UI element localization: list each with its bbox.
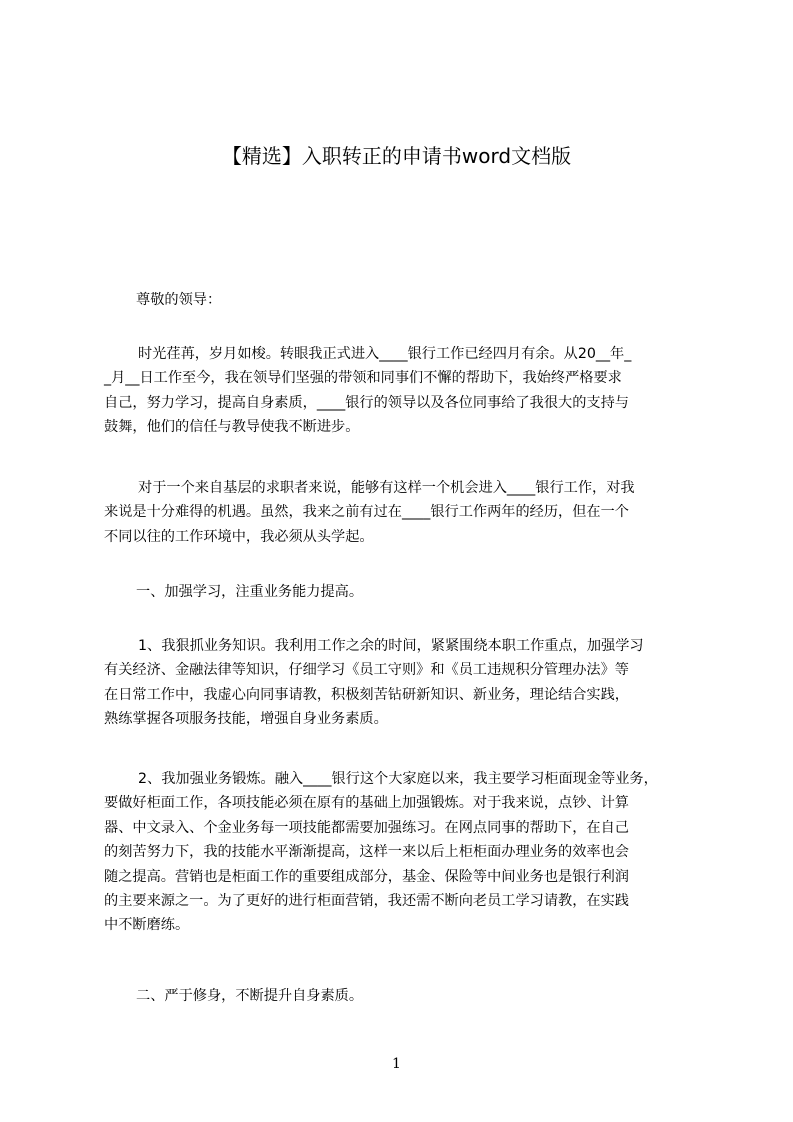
paragraph-4 <box>104 767 704 938</box>
paragraph-2 <box>104 476 704 549</box>
paragraph-line: 2、我加强业务锻炼。融入____银行这个大家庭以来，我主要学习柜面现金等业务， <box>138 771 658 787</box>
paragraph-3 <box>104 634 704 732</box>
salutation <box>104 288 704 312</box>
paragraph-line: 的刻苦努力下，我的技能水平渐渐提高，这样一来以后上柜柜面办理业务的效率也会 <box>104 844 629 861</box>
paragraph-line: 1、我狠抓业务知识。我利用工作之余的时间，紧紧围绕本职工作重点，加强学习 <box>138 638 644 654</box>
salutation-text: 尊敬的领导： <box>136 292 222 308</box>
paragraph-line: 时光荏苒，岁月如梭。转眼我正式进入____银行工作已经四月有余。从20__年_ <box>138 346 632 362</box>
paragraph-line: 随之提高。营销也是柜面工作的重要组成部分，基金、保险等中间业务也是银行利润 <box>104 868 629 885</box>
paragraph-line: 有关经济、金融法律等知识，仔细学习《员工守则》和《员工违规积分管理办法》等 <box>104 662 629 679</box>
paragraph-line: 在日常工作中，我虚心向同事请教，积极刻苦钻研新知识、新业务，理论结合实践， <box>104 686 629 703</box>
document-title: 【精选】入职转正的申请书word文档版 <box>221 144 572 168</box>
section-heading-1 <box>104 580 704 604</box>
paragraph-line: 自己，努力学习，提高自身素质，____银行的领导以及各位同事给了我很大的支持与 <box>104 394 629 411</box>
paragraph-line: 不同以往的工作环境中，我必须从头学起。 <box>104 528 374 545</box>
paragraph-line: 对于一个来自基层的求职者来说，能够有这样一个机会进入____银行工作，对我 <box>138 480 635 496</box>
paragraph-line: 熟练掌握各项服务技能，增强自身业务素质。 <box>104 711 388 728</box>
section-heading-text: 一、加强学习，注重业务能力提高。 <box>136 584 364 600</box>
paragraph-line: _月__日工作至今，我在领导们坚强的带领和同事们不懈的帮助下，我始终严格要求 <box>104 370 622 387</box>
paragraph-line: 要做好柜面工作，各项技能必须在原有的基础上加强锻炼。对于我来说，点钞、计算 <box>104 795 629 812</box>
section-heading-text: 二、严于修身，不断提升自身素质。 <box>136 988 364 1004</box>
paragraph-line: 中不断磨练。 <box>104 917 190 934</box>
paragraph-line: 鼓舞，他们的信任与教导使我不断进步。 <box>104 419 360 436</box>
paragraph-line: 器、中文录入、个金业务每一项技能都需要加强练习。在网点同事的帮助下，在自己 <box>104 819 629 836</box>
paragraph-line: 的主要来源之一。为了更好的进行柜面营销，我还需不断向老员工学习请教，在实践 <box>104 892 629 909</box>
paragraph-1 <box>104 342 704 440</box>
paragraph-line: 来说是十分难得的机遇。虽然，我来之前有过在____银行工作两年的经历，但在一个 <box>104 504 629 521</box>
page-number: 1 <box>392 1056 401 1072</box>
section-heading-2 <box>104 984 704 1008</box>
